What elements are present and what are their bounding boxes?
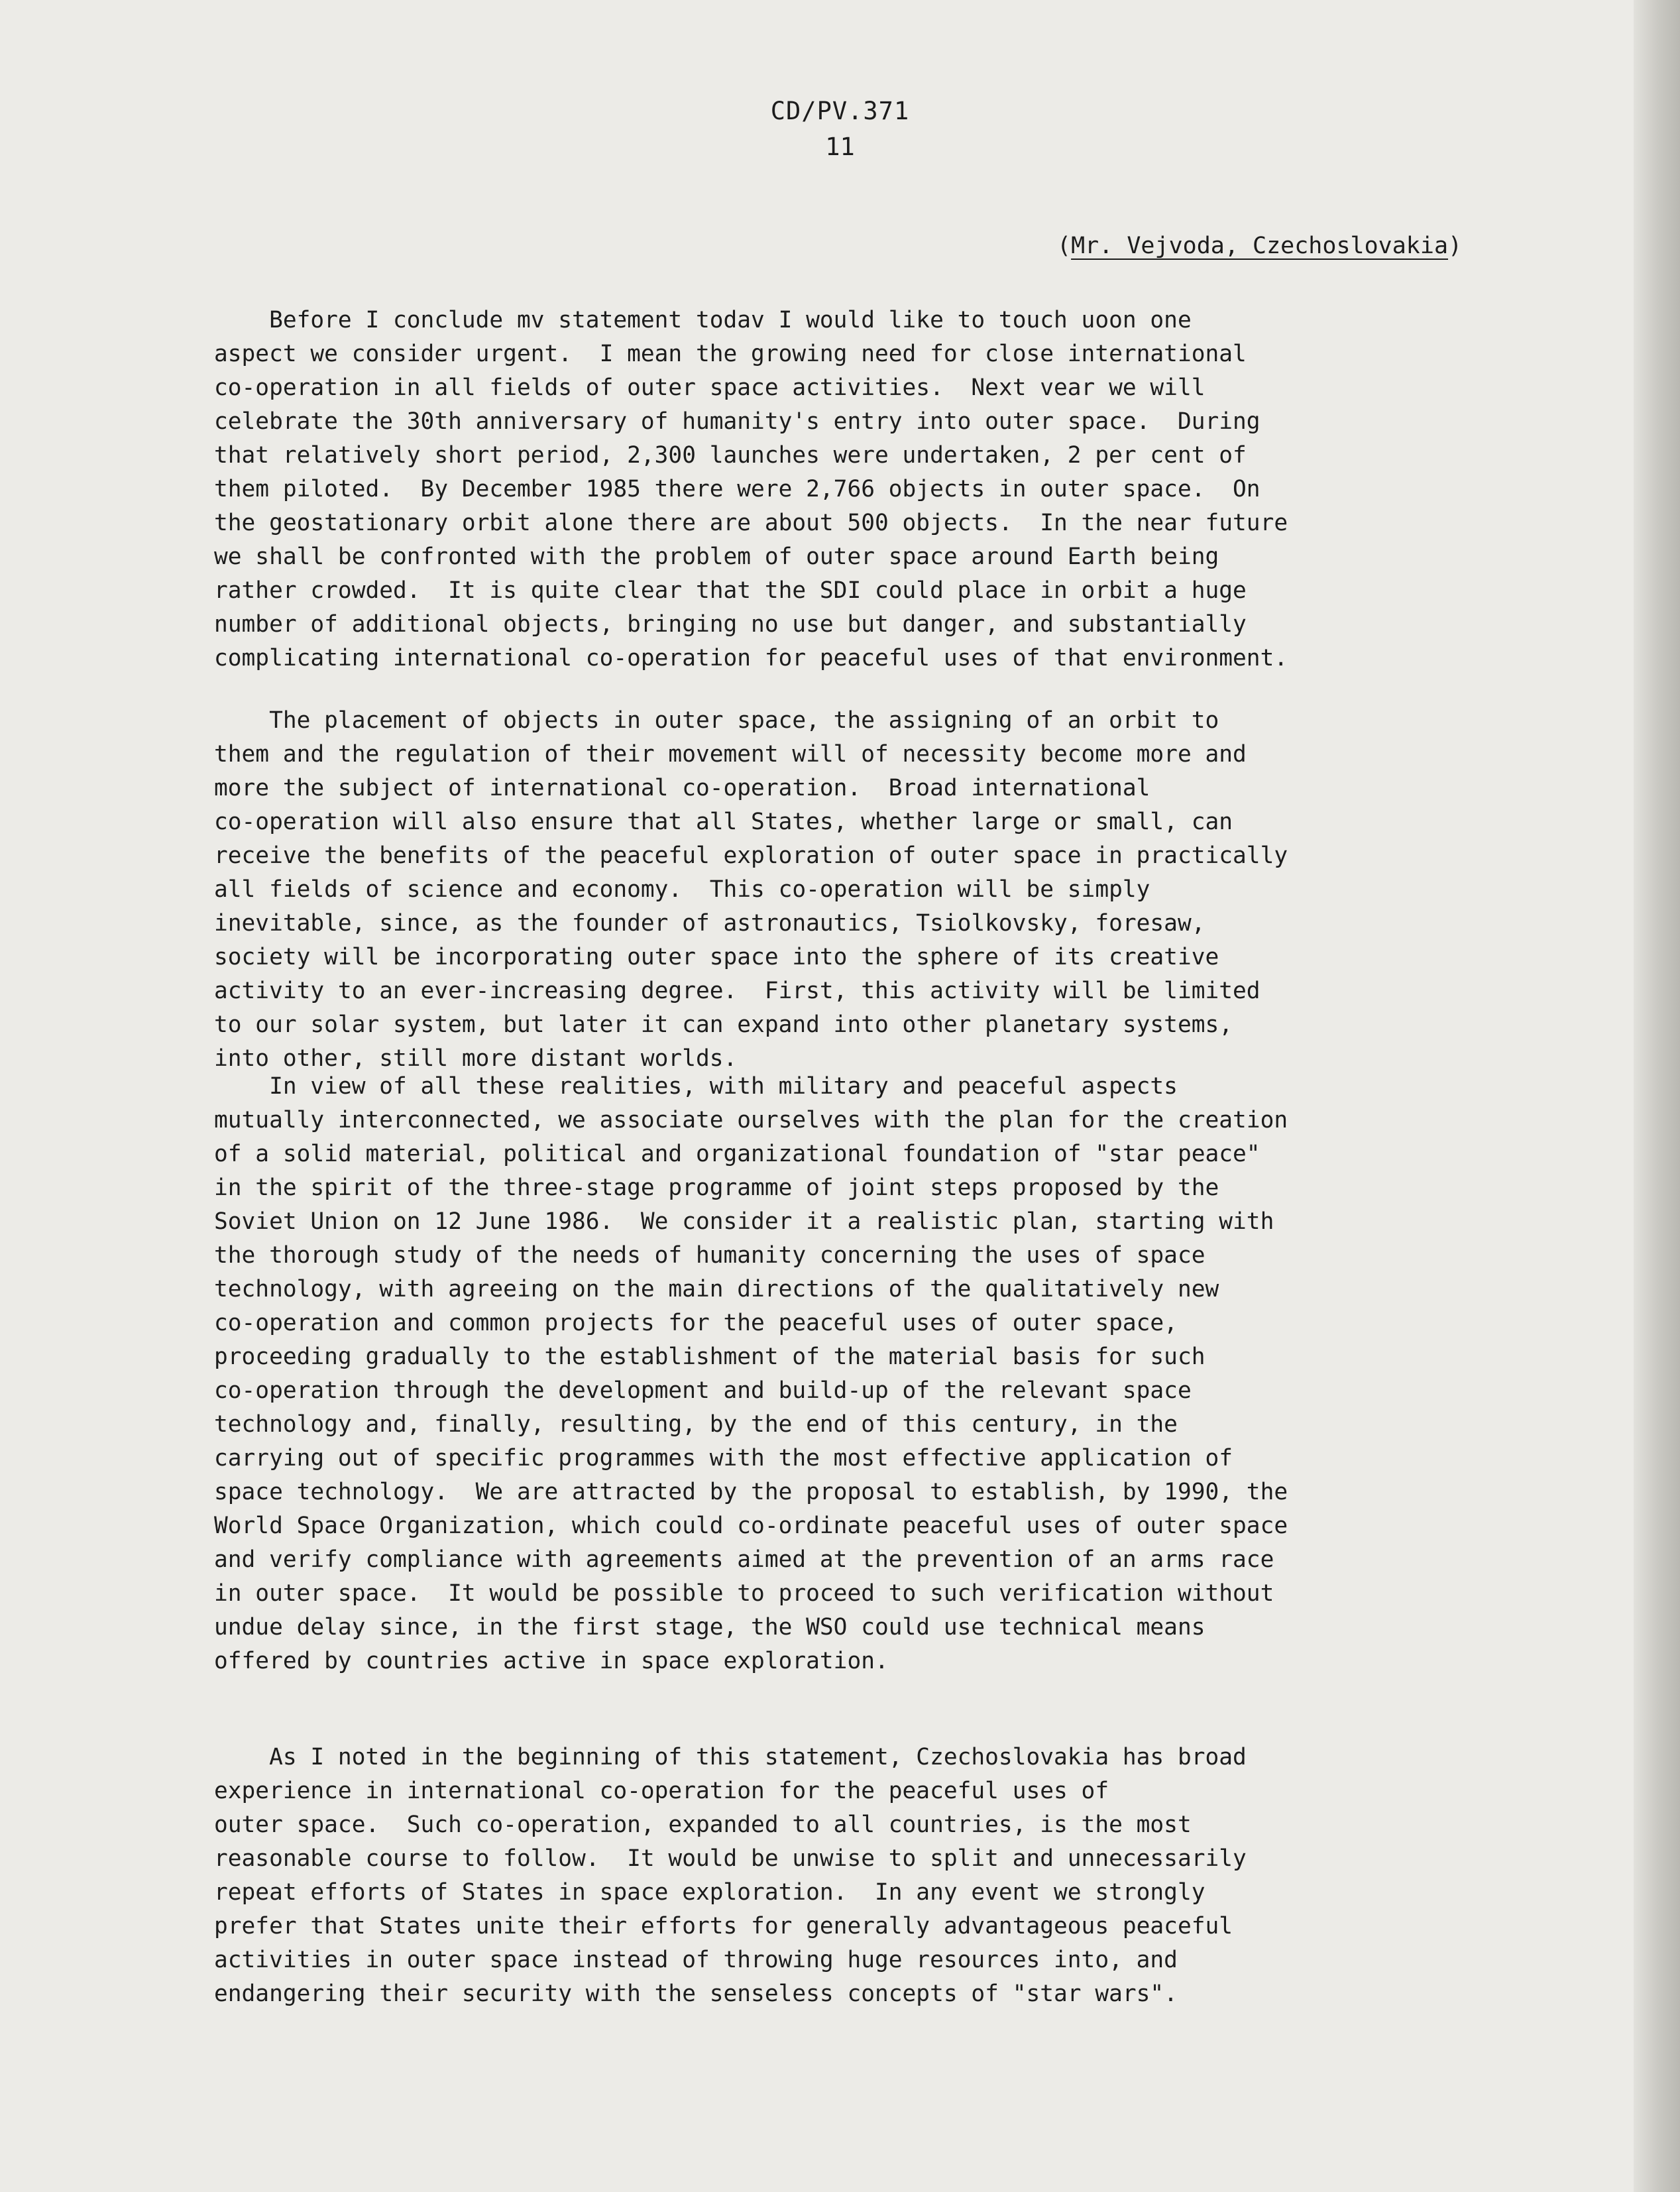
speaker-close-paren: )	[1448, 233, 1463, 259]
page-edge-shadow	[1634, 0, 1680, 2192]
paragraph-3: In view of all these realities, with military and peaceful aspects mutually interconnected, we associate ourselves with the plan for the creation of a solid material, political and organizational foundation of "star peace" in the spirit of the three-stage programme of joint steps proposed by the Soviet Union on 12 June 1986. We consider it a realistic plan, starting with the thorough study of the needs of humanity concerning the uses of space technology, with agreeing on the main directions of the qualitatively new co-operation and common projects for the peaceful uses of outer space, proceeding gradually to the establishment of the material basis for such co-operation through the development and build-up of the relevant space technology and, finally, resulting, by the end of this century, in the carrying out of specific programmes with the most effective application of space technology. We are attracted by the proposal to establish, by 1990, the World Space Organization, which could co-ordinate peaceful uses of outer space and verify compliance with agreements aimed at the prevention of an arms race in outer space. It would be possible to proceed to such verification without undue delay since, in the first stage, the WSO could use technical means offered by countries active in space exploration.	[214, 1073, 1288, 1674]
speaker-name: Mr. Vejvoda, Czechoslovakia	[1071, 233, 1449, 259]
speaker-open-paren: (	[1057, 233, 1072, 259]
document-reference: CD/PV.371	[770, 97, 910, 125]
paragraph-2: The placement of objects in outer space, the assigning of an orbit to them and the regulation of their movement will of necessity become more and more the subject of international co-operation. Broad international co-operation will also ensure that all States, whether large or small, can receive the benefits of the peaceful exploration of outer space in practically all fields of science and economy. This co-operation will be simply inevitable, since, as the founder of astronautics, Tsiolkovsky, foresaw, society will be incorporating outer space into the sphere of its creative activity to an ever-increasing degree. First, this activity will be limited to our solar system, but later it can expand into other planetary systems, into other, still more distant worlds.	[214, 707, 1288, 1072]
page-number: 11	[825, 133, 855, 161]
speaker-heading	[1057, 230, 1462, 262]
paragraph-1: Before I conclude mv statement todav I would like to touch uoon one aspect we consider urgent. I mean the growing need for close international co-operation in all fields of outer space activities. Next vear we will celebrate the 30th anniversary of humanity's entry into outer space. During that relatively short period, 2,300 launches were undertaken, 2 per cent of them piloted. By December 1985 there were 2,766 objects in outer space. On the geostationary orbit alone there are about 500 objects. In the near future we shall be confronted with the problem of outer space around Earth being rather crowded. It is quite clear that the SDI could place in orbit a huge number of additional objects, bringing no use but danger, and substantially complicating international co-operation for peaceful uses of that environment.	[214, 307, 1288, 671]
paragraph-4: As I noted in the beginning of this statement, Czechoslovakia has broad experience in international co-operation for the peaceful uses of outer space. Such co-operation, expanded to all countries, is the most reasonable course to follow. It would be unwise to split and unnecessarily repeat efforts of States in space exploration. In any event we strongly prefer that States unite their efforts for generally advantageous peaceful activities in outer space instead of throwing huge resources into, and endangering their security with the senseless concepts of "star wars".	[214, 1744, 1247, 2007]
